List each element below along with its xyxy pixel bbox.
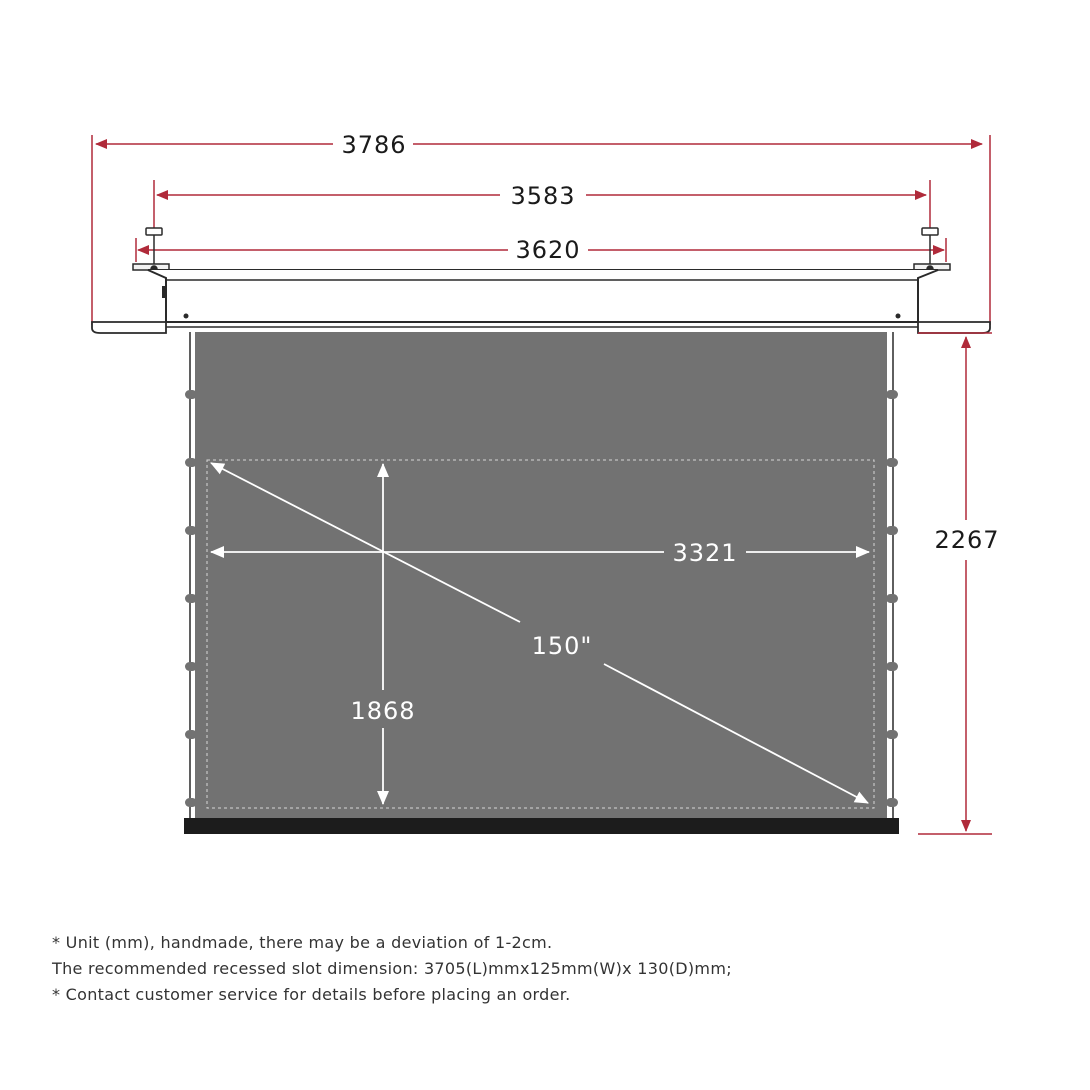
note-recessed-slot: The recommended recessed slot dimension: 3705(L)mmx125mm(W)x 130(D)mm;	[52, 959, 732, 978]
bottom-weight-bar	[184, 818, 899, 834]
screen-fabric	[190, 332, 893, 820]
diagonal-label: 150"	[531, 632, 593, 660]
view-height-label: 1868	[350, 697, 416, 725]
note-unit: * Unit (mm), handmade, there may be a deviation of 1-2cm.	[52, 933, 553, 952]
notes-block	[52, 930, 1042, 1008]
bracket-width-dimension	[136, 233, 946, 265]
housing-width-label: 3583	[510, 182, 576, 210]
housing-width-dimension	[154, 178, 930, 232]
drop-height-dimension	[918, 333, 1008, 834]
screen-housing	[92, 270, 990, 333]
drop-height-label: 2267	[934, 526, 1000, 554]
bracket-width-label: 3620	[515, 236, 581, 264]
view-width-label: 3321	[672, 539, 738, 567]
note-contact: * Contact customer service for details before placing an order.	[52, 985, 571, 1004]
overall-width-label: 3786	[341, 131, 407, 159]
